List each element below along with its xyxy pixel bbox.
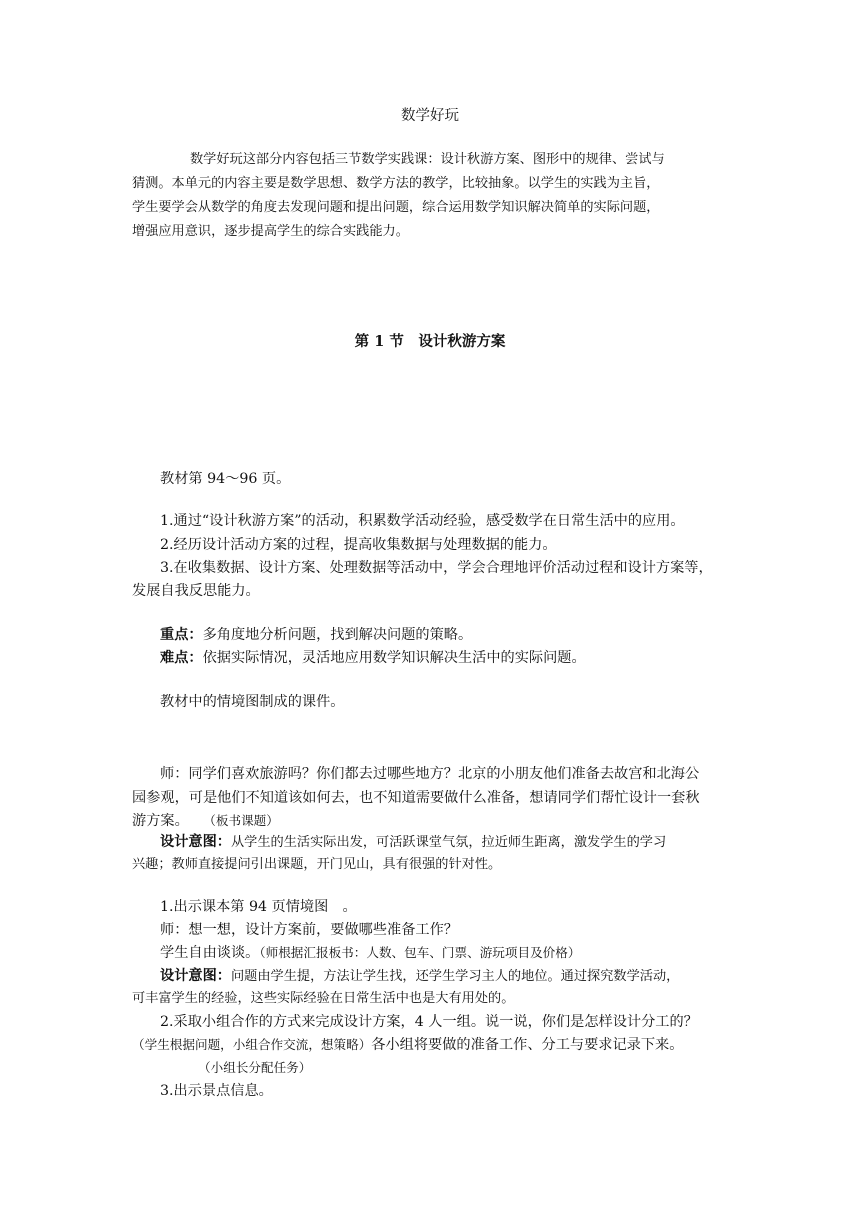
lesson-intro-1: 师：同学们喜欢旅游吗？你们都去过哪些地方？北京的小朋友他们准备去故宫和北海公 — [160, 766, 700, 782]
preparation: 教材中的情境图制成的课件。 — [160, 694, 345, 710]
intro-line-2: 猜测。本单元的内容主要是数学思想、数学方法的教学，比较抽象。以学生的实践为主旨， — [132, 176, 660, 191]
lesson-intro-3 — [132, 811, 279, 831]
design-intent-2-cont: 可丰富学生的经验，这些实际经验在日常生活中也是大有用处的。 — [132, 991, 515, 1006]
step-2-note: （学生根据问题，小组合作交流，想策略） — [132, 1037, 372, 1052]
step-2-cont — [132, 1035, 683, 1055]
student-talk-note: （师根据汇报板书：人数、包车、门票、游玩项目及价格） — [259, 945, 581, 960]
difficult-point-text: 依据实际情况，灵活地应用数学知识解决生活中的实际问题。 — [202, 650, 586, 666]
design-intent-2-label: 设计意图： — [160, 968, 231, 984]
objective-1: 1.通过“设计秋游方案”的活动，积累数学活动经验，感受数学在日常生活中的应用。 — [160, 513, 685, 529]
key-point-text: 多角度地分析问题，找到解决问题的策略。 — [202, 627, 473, 643]
lesson-intro-3-text: 游方案。 — [132, 813, 189, 829]
section-title: 第 1 节 设计秋游方案 — [354, 333, 506, 350]
student-talk — [160, 943, 580, 963]
difficult-point-label: 难点： — [160, 650, 203, 666]
objective-2: 2.经历设计活动方案的过程，提高收集数据与处理数据的能力。 — [160, 537, 557, 553]
step-3: 3.出示景点信息。 — [160, 1083, 273, 1099]
intro-line-1: 数学好玩这部分内容包括三节数学实践课：设计秋游方案、图形中的规律、尝试与 — [190, 152, 665, 167]
key-point-label: 重点： — [160, 627, 203, 643]
design-intent-2 — [160, 966, 679, 987]
lesson-intro-2: 园参观，可是他们不知道该如何去，也不知道需要做什么准备，想请同学们帮忙设计一套秋 — [132, 790, 700, 806]
step-2: 2.采取小组合作的方式来完成设计方案，4 人一组。说一说，你们是怎样设计分工的？ — [160, 1014, 698, 1030]
difficult-point — [160, 648, 586, 668]
design-intent-2-text: 问题由学生提，方法让学生找，还学生学习主人的地位。通过探究数学活动， — [230, 969, 680, 984]
objective-3: 3.在收集数据、设计方案、处理数据等活动中，学会合理地评价活动过程和设计方案等， — [160, 560, 713, 576]
student-talk-text: 学生自由谈谈。 — [160, 945, 260, 961]
group-leader-note: （小组长分配任务） — [198, 1060, 312, 1075]
design-intent-1-text: 从学生的生活实际出发，可活跃课堂气氛，拉近师生距离，激发学生的学习 — [230, 835, 667, 850]
step-1: 1.出示课本第 94 页情境图 。 — [160, 899, 357, 915]
textbook-pages: 教材第 94～96 页。 — [160, 471, 291, 487]
doc-title: 数学好玩 — [401, 108, 459, 124]
teacher-question: 师：想一想，设计方案前，要做哪些准备工作？ — [160, 922, 458, 938]
step-2-rest: 各小组将要做的准备工作、分工与要求记录下来。 — [371, 1037, 684, 1053]
design-intent-1-cont: 兴趣；教师直接提问引出课题，开门见山，具有很强的针对性。 — [132, 857, 502, 872]
design-intent-1 — [160, 832, 666, 853]
design-intent-label: 设计意图： — [160, 834, 231, 850]
intro-line-3: 学生要学会从数学的角度去发现问题和提出问题，综合运用数学知识解决简单的实际问题， — [132, 200, 660, 215]
board-note: （板书课题） — [203, 813, 279, 828]
intro-line-4: 增强应用意识，逐步提高学生的综合实践能力。 — [132, 224, 409, 239]
key-point — [160, 625, 472, 645]
objective-3-cont: 发展自我反思能力。 — [132, 583, 260, 599]
